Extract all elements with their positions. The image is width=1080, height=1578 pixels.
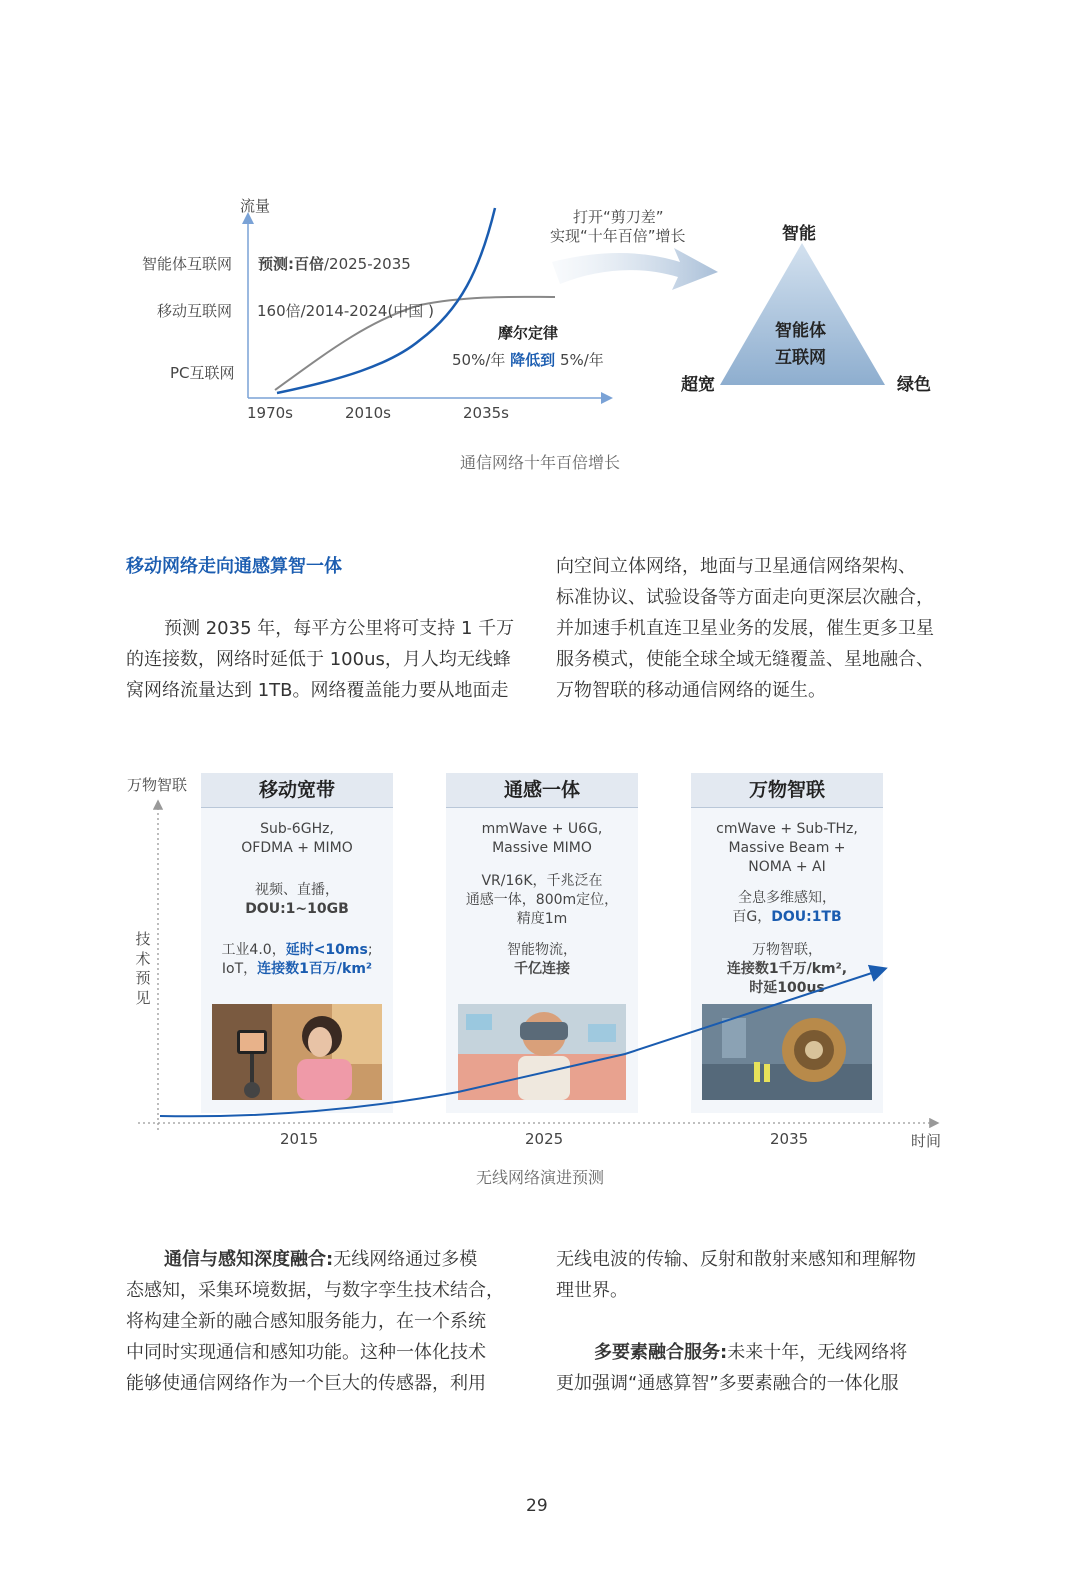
app-line: 全息多维感知， [738,890,836,906]
app-highlight: DOU:1~10GB [245,901,349,917]
bottom-left-first: 无线网络通过多模 [333,1249,478,1270]
level-agent-internet: 智能体互联网 [142,255,233,273]
year-2035: 2035 [770,1130,809,1148]
bottom-right-bold: 多要素融合服务: [594,1342,728,1363]
spec-line: Sub-6GHz, [260,821,334,837]
page-number: 29 [526,1496,548,1516]
x-axis-label: 时间 [911,1132,942,1150]
x-tick-2035s: 2035s [463,404,509,422]
column-title: 通感一体 [446,773,638,808]
spec-line: OFDMA + MIMO [241,840,353,856]
app-line: 万物智联， [752,942,822,958]
forecast-suffix: /2025-2035 [324,255,411,273]
level-mobile-internet: 移动互联网 [157,302,233,320]
bottom-left-column [126,1244,526,1399]
bottom-right-line: 无线电波的传输、反射和散射来感知和理解物 [556,1249,916,1270]
spec-line: mmWave + U6G, [481,821,603,837]
evolution-trend-line [160,969,884,1116]
figure2-caption: 无线网络演进预测 [475,1168,604,1187]
app-highlight: 连接数1千万/km², [726,961,848,977]
app-plain: IoT， [221,961,258,977]
section-heading: 移动网络走向通感算智一体 [126,556,342,577]
app-line: 通感一体，800m定位， [465,892,619,908]
app-punct: ; [367,942,373,958]
y-side-char: 见 [135,988,151,1007]
section-left-line: 窝网络流量达到 1TB。网络覆盖能力要从地面走 [126,680,509,701]
section-right-line: 万物智联的移动通信网络的诞生。 [556,680,826,701]
moore-prefix: 50%/年 [452,351,511,369]
column-title: 移动宽带 [201,773,393,808]
y-side-char: 预 [135,969,151,987]
bottom-right-spacer [556,1306,956,1337]
pyramid-left-label: 超宽 [681,375,715,395]
app-highlight: DOU:1TB [771,909,842,925]
spec-line: NOMA + AI [748,859,826,875]
bottom-left-first-line [126,1244,526,1275]
bottom-left-line: 态感知，采集环境数据，与数字孪生技术结合， [126,1280,504,1301]
app-highlight: 时延100us [749,980,825,996]
section-right-line: 向空间立体网络，地面与卫星通信网络架构、 [556,556,916,577]
app-plain: 百G， [732,909,772,925]
app-line: 智能物流， [507,942,577,958]
y-side-char: 术 [135,949,151,968]
year-2015: 2015 [280,1130,319,1148]
bottom-right-line: 更加强调“通感算智”多要素融合的一体化服 [556,1373,899,1394]
spec-line: cmWave + Sub-THz, [716,821,858,837]
year-2025: 2025 [525,1130,564,1148]
forecast-prefix: 预测:百倍 [258,255,324,273]
bottom-left-bold: 通信与感知深度融合: [164,1249,334,1270]
app-line: VR/16K，千兆泛在 [481,873,603,889]
x-tick-1970s: 1970s [247,404,293,422]
bottom-left-line: 将构建全新的融合感知服务能力，在一个系统 [126,1311,486,1332]
section-right-line: 并加速手机直连卫星业务的发展，催生更多卫星 [556,618,934,639]
pyramid-right-label: 绿色 [897,375,931,395]
bottom-right-line: 理世界。 [556,1280,628,1301]
moore-suffix: 5%/年 [555,351,604,369]
column-title: 万物智联 [691,773,883,808]
spec-line: Massive Beam + [728,840,846,856]
section-left-line: 预测 2035 年，每平方公里将可支持 1 千万 [164,618,515,639]
bottom-left-line: 能够使通信网络作为一个巨大的传感器，利用 [126,1373,486,1394]
app-line: 视频、直播， [255,882,339,898]
y-top-label: 万物智联 [127,776,188,794]
pyramid-center-line1: 智能体 [775,321,826,341]
bottom-right-first: 未来十年，无线网络将 [727,1342,908,1363]
spec-line: Massive MIMO [492,840,592,856]
arrow-label-line2: 实现“十年百倍”增长 [550,227,686,245]
x-tick-2010s: 2010s [345,404,391,422]
bottom-right-first-line [556,1337,956,1368]
section-left-line: 的连接数，网络时延低于 100us，月人均无线蜂 [126,649,511,670]
bottom-right-column [556,1244,956,1399]
app-highlight: 千亿连接 [514,961,570,977]
section-right-line: 服务模式，使能全球全域无缝覆盖、星地融合、 [556,649,934,670]
y-axis-label: 流量 [240,197,271,215]
arrow-label-line1: 打开“剪刀差” [573,208,664,226]
app-plain: 工业4.0， [221,942,286,958]
pyramid-center-line2: 互联网 [775,348,826,368]
figure1-caption: 通信网络十年百倍增长 [459,453,620,472]
level-pc-internet: PC互联网 [170,364,235,382]
moore-highlight: 降低到 [510,351,556,369]
moore-title: 摩尔定律 [498,324,559,342]
y-side-label [134,930,152,1008]
mobile-growth-label: 160倍/2014-2024(中国 ) [257,302,434,320]
bottom-left-line: 中同时实现通信和感知功能。这种一体化技术 [126,1342,486,1363]
app-line: 精度1m [516,911,568,927]
y-side-char: 技 [135,930,151,948]
pyramid-top-label: 智能 [782,224,816,244]
app-highlight: 延时<10ms [285,942,368,958]
section-right-line: 标准协议、试验设备等方面走向更深层次融合， [556,587,934,608]
app-highlight: 连接数1百万/km² [257,961,373,977]
